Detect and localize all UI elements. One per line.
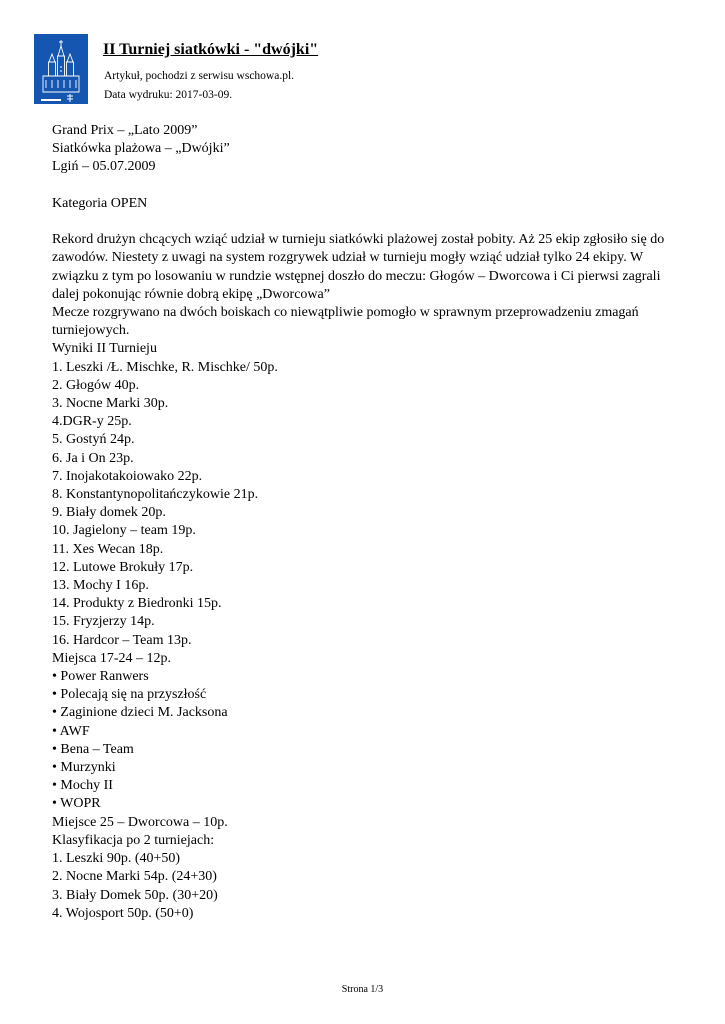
result-line: 3. Biały Domek 50p. (30+20) (52, 887, 218, 903)
result-line: 10. Jagielony – team 19p. (52, 523, 196, 539)
results-list (52, 340, 672, 923)
result-line: Klasyfikacja po 2 turniejach: (52, 832, 215, 848)
site-logo (34, 34, 88, 104)
result-line: • AWF (52, 723, 90, 739)
result-line: 2. Nocne Marki 54p. (24+30) (52, 869, 217, 885)
article-title: II Turniej siatkówki - "dwójki" (103, 41, 319, 58)
print-date: Data wydruku: 2017-03-09. (104, 89, 233, 101)
result-line: 1. Leszki /Ł. Mischke, R. Mischke/ 50p. (52, 359, 278, 375)
result-line: 11. Xes Wecan 18p. (52, 541, 164, 557)
result-line: 2. Głogów 40p. (52, 377, 140, 393)
result-line: • Polecają się na przyszłość (52, 687, 207, 703)
result-line: 16. Hardcor – Team 13p. (52, 632, 192, 648)
result-line: • WOPR (52, 796, 101, 812)
church-logo-icon (34, 34, 88, 104)
intro-line: Grand Prix – „Lato 2009” (52, 123, 198, 138)
intro-line: Siatkówka plażowa – „Dwójki” (52, 141, 230, 157)
result-line: • Power Ranwers (52, 669, 149, 685)
intro-line: Lgiń – 05.07.2009 (52, 159, 156, 175)
paragraph: Rekord drużyn chcących wziąć udział w turnieju siatkówki plażowej został pobity. Aż 25 ekip zgłosiło się do zawodów. Niestety z uwagi na system rozgrywek udział w turnieju mogły wziąć udział tylko 24 ekipy. W związku z tym po losowaniu w rundzie wstępnej doszło do meczu: Głogów – Dworcowa i Ci pierwsi zagrali dalej pokonując równie dobrą ekipę „Dworcowa” (52, 232, 665, 302)
result-line: 9. Biały domek 20p. (52, 505, 166, 521)
result-line: 7. Inojakotakoiowako 22p. (52, 468, 203, 484)
article-source: Artykuł, pochodzi z serwisu wschowa.pl. (104, 70, 295, 82)
result-line: • Bena – Team (52, 741, 134, 757)
result-line: 1. Leszki 90p. (40+50) (52, 851, 181, 867)
result-line: 13. Mochy I 16p. (52, 578, 149, 594)
article-body (52, 122, 672, 923)
result-line: 12. Lutowe Brokuły 17p. (52, 559, 194, 575)
result-line: Miejsca 17-24 – 12p. (52, 650, 171, 666)
page-number: Strona 1/3 (341, 984, 384, 995)
result-line: Miejsce 25 – Dworcowa – 10p. (52, 814, 228, 830)
result-line: • Murzynki (52, 760, 116, 776)
result-line: 5. Gostyń 24p. (52, 432, 135, 448)
result-line: 14. Produkty z Biedronki 15p. (52, 596, 222, 612)
paragraph: Mecze rozgrywano na dwóch boiskach co niewątpliwie pomogło w sprawnym przeprowadzeniu zmagań turniejowych. (52, 305, 639, 339)
result-line: 4.DGR-y 25p. (52, 414, 132, 430)
result-line: 15. Fryzjerzy 14p. (52, 614, 155, 630)
category-label: Kategoria OPEN (52, 195, 148, 211)
result-line: • Mochy II (52, 778, 113, 794)
result-line: • Zaginione dzieci M. Jacksona (52, 705, 228, 721)
result-line: 6. Ja i On 23p. (52, 450, 134, 466)
result-line: Wyniki II Turnieju (52, 341, 157, 357)
result-line: 3. Nocne Marki 30p. (52, 396, 169, 412)
result-line: 8. Konstantynopolitańczykowie 21p. (52, 487, 259, 503)
result-line: 4. Wojosport 50p. (50+0) (52, 905, 194, 921)
